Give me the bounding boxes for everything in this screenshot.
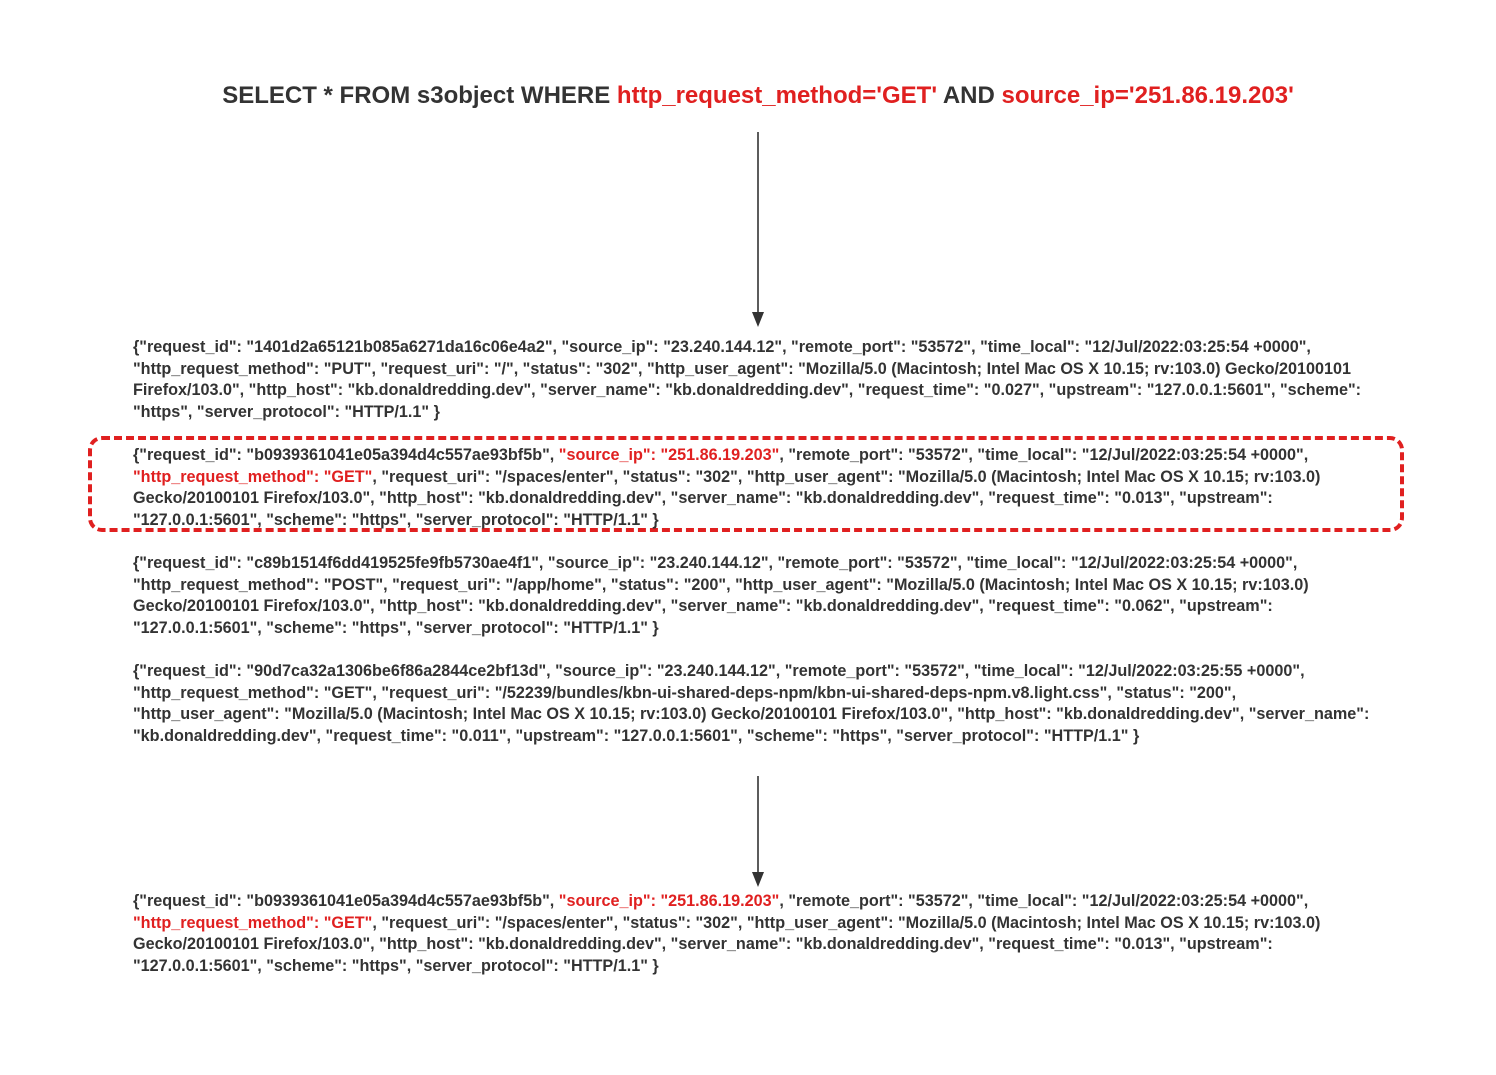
log-record-2-match [133, 445, 1383, 531]
record-text: {"request_id": "b0939361041e05a394d4c557ae93bf5b", [133, 446, 559, 464]
down-arrow-icon [748, 776, 768, 888]
record-text: {"request_id": "b0939361041e05a394d4c557ae93bf5b", [133, 892, 559, 910]
record-source-ip-highlight: "source_ip": "251.86.19.203" [558, 446, 780, 464]
log-record-4: {"request_id": "90d7ca32a1306be6f86a2844ce2bf13d", "source_ip": "23.240.144.12", "remote_port": "53572", "time_local": "12/Jul/2022:03:25:55 +0000", "http_request_method": "GET", "request_uri": "/52239/bundles/kbn-ui-shared-deps-npm/kbn-ui-shared-deps-npm.v8.light.css", "status": "200", "http_user_agent": "Mozilla/5.0 (Macintosh; Intel Mac OS X 10.15; rv:103.0) Gecko/20100101 Firefox/103.0", "http_host": "kb.donaldredding.dev", "server_name": "kb.donaldredding.dev", "request_time": "0.011", "upstream": "127.0.0.1:5601", "scheme": "https", "server_protocol": "HTTP/1.1" } [133, 662, 1370, 745]
query-prefix: SELECT * FROM s3object WHERE [222, 82, 617, 109]
query-result-record [133, 891, 1383, 977]
query-and-keyword: AND [937, 82, 1002, 109]
sql-query [0, 82, 1496, 110]
record-text: , "request_uri": "/spaces/enter", "status": "302", "http_user_agent": "Mozilla/5.0 (Macintosh; Intel Mac OS X 10.15; rv:103.0) Gecko/20100101 Firefox/103.0", "http_host": "kb.donaldredding.dev", "server_name": "kb.donaldredding.dev", "request_time": "0.013", "upstream": "127.0.0.1:5601", "scheme": "https", "server_protocol": "HTTP/1.1" } [133, 913, 1321, 975]
record-source-ip-highlight: "source_ip": "251.86.19.203" [558, 892, 780, 910]
record-text: , "request_uri": "/spaces/enter", "status": "302", "http_user_agent": "Mozilla/5.0 (Macintosh; Intel Mac OS X 10.15; rv:103.0) Gecko/20100101 Firefox/103.0", "http_host": "kb.donaldredding.dev", "server_name": "kb.donaldredding.dev", "request_time": "0.013", "upstream": "127.0.0.1:5601", "scheme": "https", "server_protocol": "HTTP/1.1" } [133, 467, 1321, 529]
query-condition-method: http_request_method='GET' [616, 82, 938, 109]
query-condition-ip: source_ip='251.86.19.203' [1001, 82, 1294, 109]
record-text: , "remote_port": "53572", "time_local": "12/Jul/2022:03:25:54 +0000", [779, 446, 1309, 464]
down-arrow-icon [748, 132, 768, 328]
log-record-1: {"request_id": "1401d2a65121b085a6271da16c06e4a2", "source_ip": "23.240.144.12", "remote_port": "53572", "time_local": "12/Jul/2022:03:25:54 +0000", "http_request_method": "PUT", "request_uri": "/", "status": "302", "http_user_agent": "Mozilla/5.0 (Macintosh; Intel Mac OS X 10.15; rv:103.0) Gecko/20100101 Firefox/103.0", "http_host": "kb.donaldredding.dev", "server_name": "kb.donaldredding.dev", "request_time": "0.027", "upstream": "127.0.0.1:5601", "scheme": "https", "server_protocol": "HTTP/1.1" } [133, 338, 1362, 421]
record-method-highlight: "http_request_method": "GET" [133, 467, 373, 486]
record-method-highlight: "http_request_method": "GET" [133, 913, 373, 932]
log-record-3: {"request_id": "c89b1514f6dd419525fe9fb5730ae4f1", "source_ip": "23.240.144.12", "remote_port": "53572", "time_local": "12/Jul/2022:03:25:54 +0000", "http_request_method": "POST", "request_uri": "/app/home", "status": "200", "http_user_agent": "Mozilla/5.0 (Macintosh; Intel Mac OS X 10.15; rv:103.0) Gecko/20100101 Firefox/103.0", "http_host": "kb.donaldredding.dev", "server_name": "kb.donaldredding.dev", "request_time": "0.062", "upstream": "127.0.0.1:5601", "scheme": "https", "server_protocol": "HTTP/1.1" } [133, 554, 1309, 637]
record-text: , "remote_port": "53572", "time_local": "12/Jul/2022:03:25:54 +0000", [779, 892, 1309, 910]
